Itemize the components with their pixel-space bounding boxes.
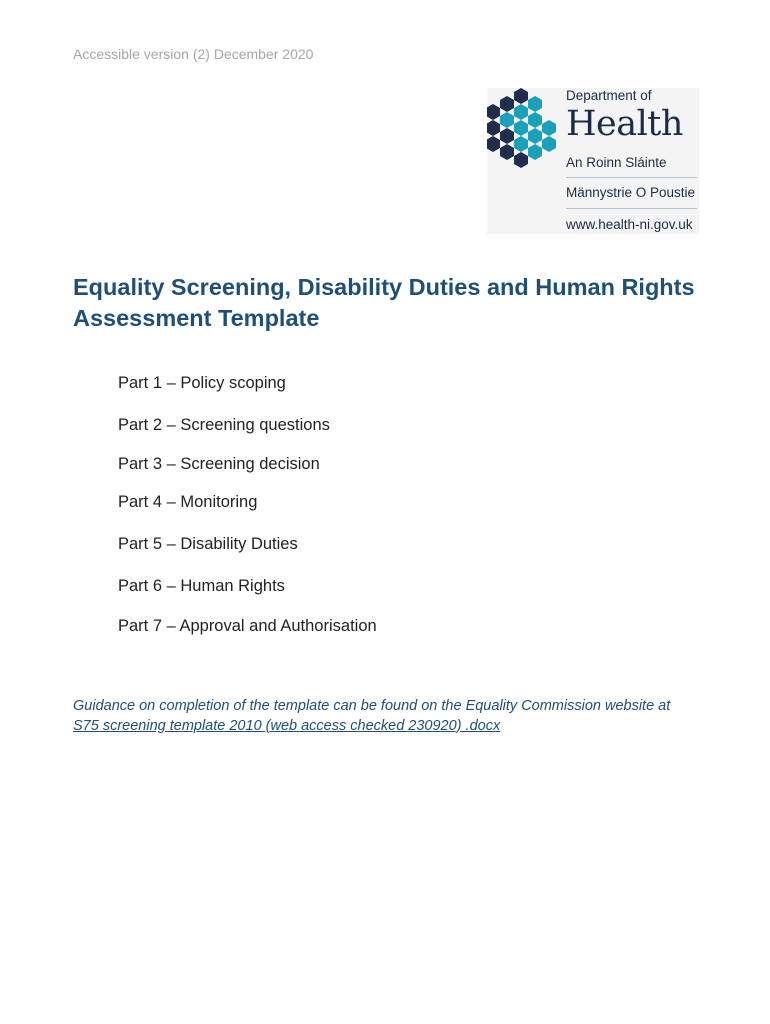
part-item: Part 5 – Disability Duties xyxy=(118,535,298,553)
part-item: Part 3 – Screening decision xyxy=(118,455,320,473)
part-item: Part 4 – Monitoring xyxy=(118,493,258,511)
logo-url-text: www.health-ni.gov.uk xyxy=(566,217,693,232)
version-note: Accessible version (2) December 2020 xyxy=(73,46,314,62)
department-of-health-logo xyxy=(487,88,699,234)
logo-department-text: Department of xyxy=(566,88,652,103)
guidance-text: Guidance on completion of the template can be found on the Equality Commission website at xyxy=(73,698,671,714)
hexagon-cluster-icon xyxy=(487,88,567,170)
logo-divider xyxy=(566,208,697,209)
logo-divider xyxy=(566,177,697,178)
document-title: Equality Screening, Disability Duties and Human Rights Assessment Template xyxy=(73,274,695,331)
logo-irish-text: An Roinn Sláinte xyxy=(566,155,667,170)
part-item: Part 2 – Screening questions xyxy=(118,416,330,434)
part-item: Part 6 – Human Rights xyxy=(118,577,285,595)
guidance-link[interactable]: S75 screening template 2010 (web access checked 230920) .docx xyxy=(73,717,501,734)
part-item: Part 1 – Policy scoping xyxy=(118,374,286,392)
part-item: Part 7 – Approval and Authorisation xyxy=(118,617,377,635)
logo-ulster-scots-text: Männystrie O Poustie xyxy=(566,185,696,200)
guidance-paragraph xyxy=(73,697,713,736)
logo-health-text: Health xyxy=(566,104,683,144)
